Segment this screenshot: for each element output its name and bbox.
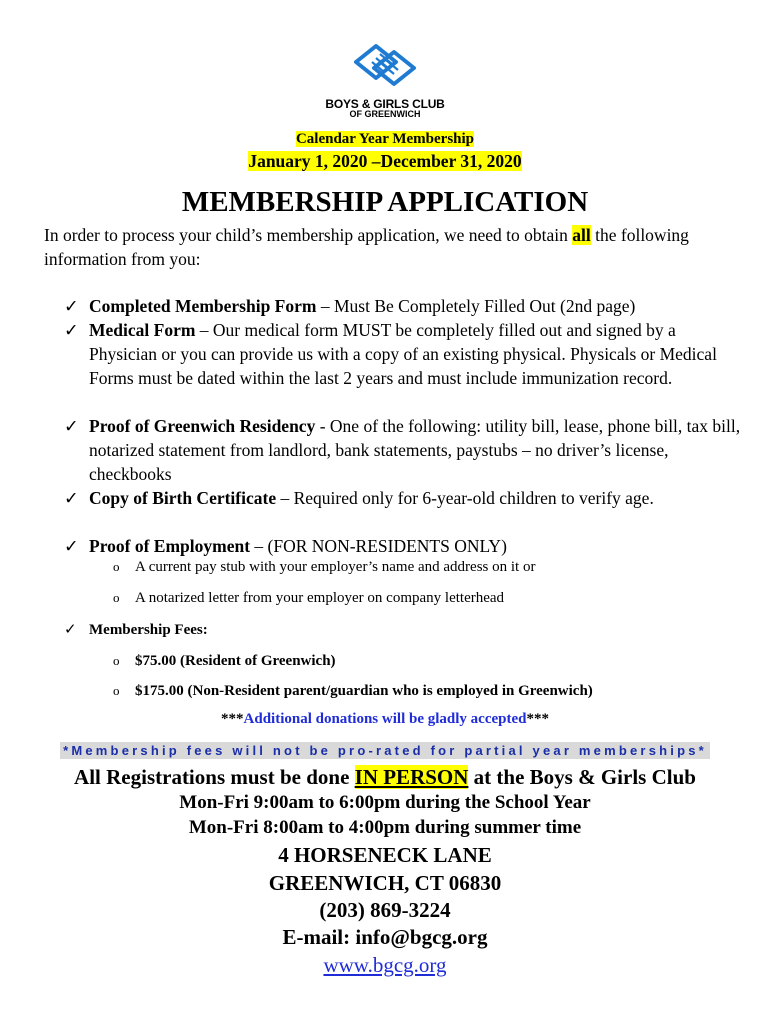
requirement-title: Completed Membership Form — [89, 296, 317, 316]
requirement-item — [64, 318, 744, 390]
address-line-1: 4 HORSENECK LANE — [278, 843, 492, 867]
calendar-year-text: Calendar Year Membership — [295, 131, 475, 147]
circle-bullet-icon: o — [113, 653, 120, 668]
date-range-text: January 1, 2020 –December 31, 2020 — [248, 151, 522, 171]
checkmark-icon: ✓ — [64, 536, 79, 556]
fee-text: $75.00 (Resident of Greenwich) — [135, 653, 336, 669]
registration-notice — [0, 765, 770, 790]
employment-sub-item — [113, 557, 743, 577]
requirement-detail: – Our medical form MUST be completely filled out and signed by a Physician or you can provide us with a copy of an existing physical. Physicals or Medical Forms must be dated within the last 2 years and must include immunization record. — [89, 320, 717, 388]
prorate-note-text: *Membership fees will not be pro-rated for partial year memberships* — [60, 742, 710, 759]
club-logo — [318, 40, 452, 126]
calendar-year-label — [0, 131, 770, 148]
circle-bullet-icon: o — [113, 683, 120, 698]
employment-sub-item — [113, 588, 743, 608]
checkmark-icon: ✓ — [64, 416, 79, 436]
checkmark-icon: ✓ — [64, 622, 77, 638]
fee-text: $175.00 (Non-Resident parent/guardian who is employed in Greenwich) — [135, 683, 593, 699]
hours-summer: Mon-Fri 8:00am to 4:00pm during summer time — [188, 817, 582, 838]
fee-item — [113, 681, 743, 701]
checkmark-icon: ✓ — [64, 488, 79, 508]
boys-girls-club-hands-icon — [350, 40, 420, 96]
in-person-emphasis: IN PERSON — [354, 765, 469, 789]
circle-bullet-icon: o — [113, 559, 120, 574]
intro-paragraph — [44, 223, 744, 271]
sub-item-text: A notarized letter from your employer on company letterhead — [135, 590, 505, 606]
donation-text: Additional donations will be gladly accepted — [243, 711, 527, 727]
sub-item-text: A current pay stub with your employer’s name and address on it or — [135, 559, 536, 575]
checkmark-icon: ✓ — [64, 320, 79, 340]
requirement-item — [64, 534, 744, 558]
circle-bullet-icon: o — [113, 590, 120, 605]
intro-emphasis: all — [572, 225, 591, 245]
intro-text-before: In order to process your child’s membership application, we need to obtain — [44, 225, 573, 245]
prorate-note — [0, 742, 770, 760]
requirement-detail: – Required only for 6-year-old children to verify age. — [276, 488, 654, 508]
email-address[interactable]: E-mail: info@bgcg.org — [282, 925, 488, 949]
requirement-detail: – Must Be Completely Filled Out (2nd page) — [316, 296, 636, 316]
requirement-detail: - One of the following: utility bill, lease, phone bill, tax bill, notarized statement from landlord, bank statements, paystubs – no driver’s license, checkbooks — [89, 416, 741, 484]
website-link[interactable]: www.bgcg.org — [323, 953, 447, 977]
requirement-title: Copy of Birth Certificate — [89, 488, 277, 508]
hours-school-year: Mon-Fri 9:00am to 6:00pm during the School Year — [179, 792, 591, 813]
phone-number: (203) 869-3224 — [319, 898, 451, 922]
requirement-detail: – (FOR NON-RESIDENTS ONLY) — [250, 536, 507, 556]
registration-after: at the Boys & Girls Club — [468, 765, 696, 789]
requirement-title: Medical Form — [89, 320, 196, 340]
fees-label: Membership Fees: — [89, 622, 208, 638]
page-title: MEMBERSHIP APPLICATION — [181, 186, 589, 218]
membership-date-range — [0, 151, 770, 172]
checkmark-icon: ✓ — [64, 296, 79, 316]
requirement-title: Proof of Greenwich Residency — [89, 416, 316, 436]
logo-name: BOYS & GIRLS CLUB — [325, 97, 445, 111]
donation-stars-before: *** — [221, 711, 244, 727]
requirement-item — [64, 414, 744, 486]
address-line-2: GREENWICH, CT 06830 — [268, 871, 502, 895]
donation-note — [0, 711, 770, 728]
registration-before: All Registrations must be done — [74, 765, 355, 789]
requirement-item — [64, 294, 744, 318]
donation-stars-after: *** — [526, 711, 549, 727]
requirement-title: Proof of Employment — [89, 536, 251, 556]
logo-subtitle: OF GREENWICH — [349, 109, 421, 119]
membership-fees-heading — [64, 620, 208, 640]
fee-item — [113, 651, 743, 671]
intro-text-after: the following information from you: — [44, 225, 689, 269]
requirement-item — [64, 486, 744, 510]
